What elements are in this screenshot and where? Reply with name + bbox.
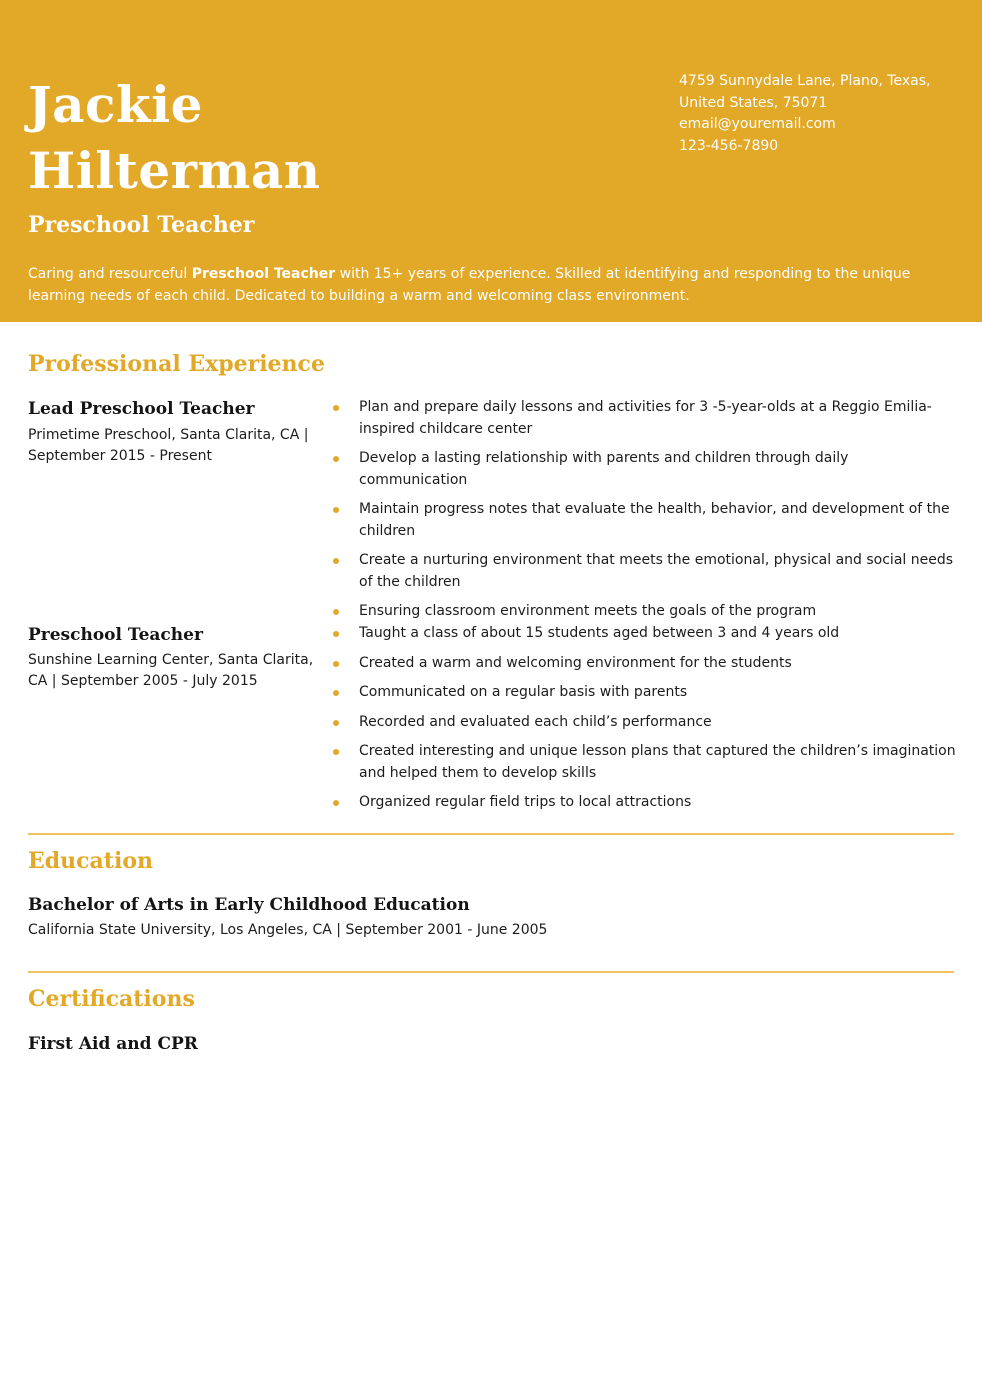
bullet-dot-icon (333, 507, 339, 513)
job-meta: Sunshine Learning Center, Santa Clarita, CA | September 2005 - July 2015 (28, 652, 314, 689)
bullet-text: Created interesting and unique lesson plans that captured the children’s imagination and helped them to develop skills (359, 743, 956, 781)
email[interactable]: email@youremail.com (679, 116, 836, 132)
bullet-item (333, 448, 958, 491)
profile-summary (28, 264, 958, 307)
bullet-text: Organized regular field trips to local attractions (359, 794, 692, 810)
bullet-item (333, 792, 958, 814)
bullet-dot-icon (333, 456, 339, 462)
bullet-text: Created a warm and welcoming environment for the students (359, 654, 792, 671)
bullet-item (333, 741, 958, 784)
bullet-text: Ensuring classroom environment meets the goals of the program (359, 603, 817, 619)
bullet-text: Create a nurturing environment that meets the emotional, physical and social needs of the children (359, 552, 954, 590)
section-divider (28, 971, 954, 973)
bullet-item (333, 623, 958, 645)
bullet-dot-icon (333, 800, 339, 806)
certifications-heading: Certifications (28, 986, 195, 1012)
bullet-dot-icon (333, 720, 339, 726)
bullet-dot-icon (333, 631, 339, 637)
last-name: Hilterman (28, 141, 321, 200)
bullet-item (333, 499, 958, 542)
bullet-dot-icon (333, 690, 339, 696)
resume-header (0, 0, 982, 322)
bullet-dot-icon (333, 558, 339, 564)
bullet-text: Develop a lasting relationship with parents and children through daily communication (359, 450, 849, 488)
bullet-item (333, 682, 958, 704)
summary-highlight: Preschool Teacher (191, 266, 336, 282)
bullet-text: Maintain progress notes that evaluate the health, behavior, and development of the children (359, 501, 950, 539)
address-line-1: 4759 Sunnydale Lane, Plano, Texas, (679, 73, 931, 89)
bullet-item (333, 653, 958, 675)
bullet-text: Taught a class of about 15 students aged between 3 and 4 years old (359, 625, 840, 641)
bullet-text: Communicated on a regular basis with parents (359, 684, 688, 700)
bullet-dot-icon (333, 609, 339, 615)
education-heading: Education (28, 848, 153, 874)
bullet-item (333, 601, 958, 623)
section-divider (28, 833, 954, 835)
job-title: Lead Preschool Teacher (28, 399, 255, 419)
job-meta: Primetime Preschool, Santa Clarita, CA | September 2015 - Present (28, 427, 309, 464)
bullet-item (333, 550, 958, 593)
education-meta: California State University, Los Angeles, CA | September 2001 - June 2005 (28, 922, 548, 938)
bullet-dot-icon (333, 749, 339, 755)
job-role: Preschool Teacher (28, 212, 255, 238)
job-bullets (333, 397, 958, 623)
job-bullets (333, 623, 958, 814)
bullet-item (333, 397, 958, 440)
job-title: Preschool Teacher (28, 625, 203, 645)
bullet-text: Recorded and evaluated each child’s performance (359, 713, 712, 730)
education-degree: Bachelor of Arts in Early Childhood Education (28, 895, 470, 915)
contact-info (679, 71, 964, 157)
certification-item: First Aid and CPR (28, 1034, 198, 1054)
candidate-name (28, 72, 588, 204)
summary-text-start: Caring and resourceful (28, 266, 192, 282)
summary-text-end: with 15+ years of experience. Skilled at identifying and responding to the unique learning needs of each child. Dedicated to building a warm and welcoming class environment. (28, 266, 911, 304)
bullet-item (333, 712, 958, 734)
bullet-text: Plan and prepare daily lessons and activities for 3 -5-year-olds at a Reggio Emilia-inspired childcare center (359, 399, 932, 437)
phone: 123-456-7890 (679, 137, 779, 154)
experience-heading: Professional Experience (28, 351, 325, 377)
address-line-2: United States, 75071 (679, 94, 828, 111)
bullet-dot-icon (333, 661, 339, 667)
bullet-dot-icon (333, 405, 339, 411)
first-name: Jackie (28, 75, 203, 134)
